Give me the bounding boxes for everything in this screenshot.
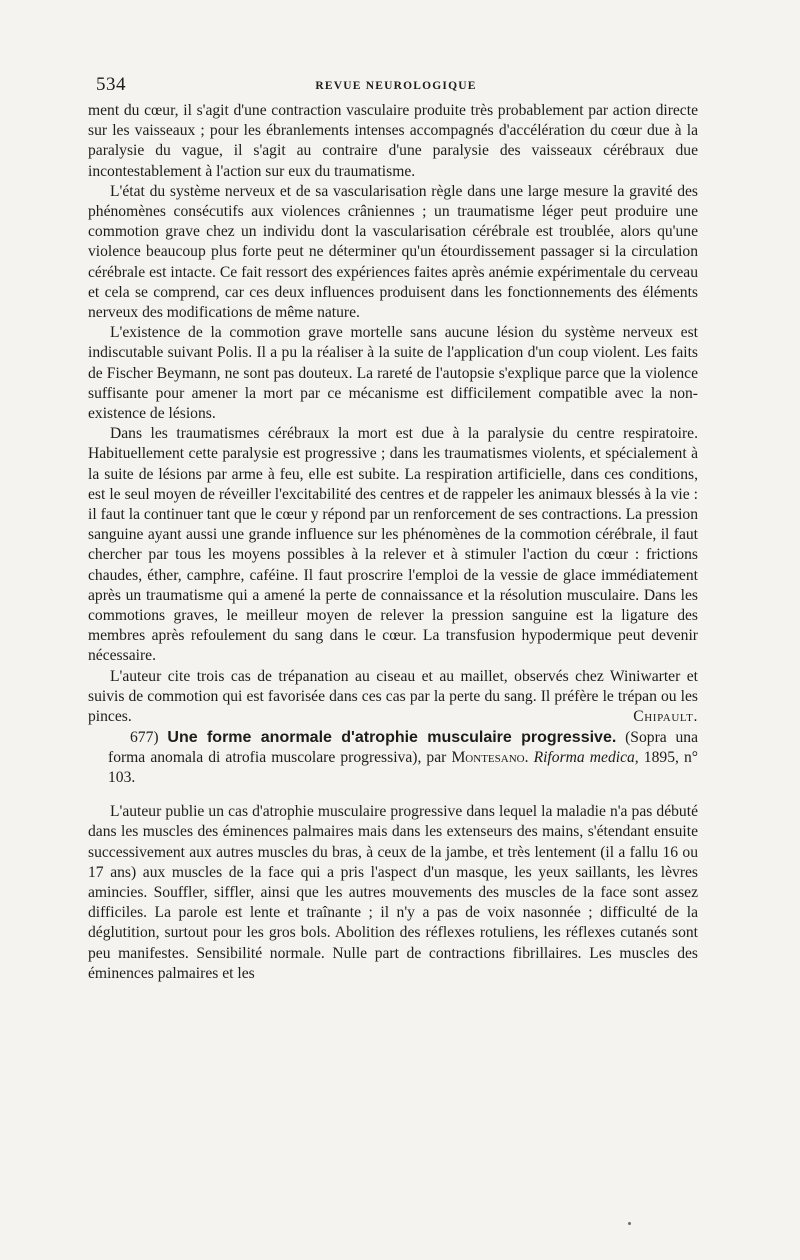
entry-translation: (Sopra una forma anomala di atrofia muscolare progressiva), par	[108, 728, 698, 766]
body-paragraph: L'état du système nerveux et de sa vascularisation règle dans une large mesure la gravité des phénomènes consécutifs aux violences crâniennes ; un traumatisme léger peut produire une commotion grave chez un individu dont la vascularisation cérébrale est troublée, alors qu'une violence beaucoup plus forte peut ne déterminer qu'un étourdissement passager si la circulation cérébrale est intacte. Ce fait ressort des expériences faites après anémie expérimentale du cerveau et cela se comprend, car ces deux influences produisent dans les fonctionnements des éléments nerveux des modifications de même nature.	[88, 182, 698, 322]
author-signature: Chipault.	[633, 708, 698, 726]
body-paragraph: ment du cœur, il s'agit d'une contraction vasculaire produite très probablement par action directe sur les vaisseaux ; pour les ébranlements intenses accompagnés d'accélération du cœur due à la paralysie du vague, il s'agit au contraire d'une paralysie des vaisseaux cérébraux due incontestablement à l'action sur eux du traumatisme.	[88, 102, 698, 180]
paper-speck	[628, 1222, 631, 1225]
entry-details: 1895, n° 103.	[108, 748, 698, 786]
entry-author: Montesano.	[451, 748, 529, 766]
bibliographic-entry	[88, 728, 698, 789]
body-paragraph: L'auteur cite trois cas de trépanation au ciseau et au maillet, observés chez Winiwarter et suivis de commotion qui est favorisée dans ces cas par la perte du sang. Il préfère le trépan ou les pinces.	[88, 667, 698, 726]
entry-number: 677)	[130, 728, 159, 746]
page-body	[88, 101, 698, 984]
body-paragraph: L'existence de la commotion grave mortelle sans aucune lésion du système nerveux est indiscutable suivant Polis. Il a pu la réaliser à la suite de l'application d'un coup violent. Les faits de Fischer Beymann, ne sont pas douteux. La rareté de l'autopsie s'explique parce que la violence suffisante pour amener la mort par ce mécanisme est difficilement compatible avec la non-existence de lésions.	[88, 324, 698, 423]
entry-journal: Riforma medica,	[533, 748, 639, 766]
entry-title: Une forme anormale d'atrophie musculaire progressive.	[167, 728, 617, 746]
entry-body-paragraph: L'auteur publie un cas d'atrophie musculaire progressive dans lequel la maladie n'a pas débuté dans les muscles des éminences palmaires mais dans les extenseurs des mains, s'étendant ensuite successivement aux autres muscles du bras, à ceux de la jambe, et très lentement (il a fallu 16 ou 17 ans) aux muscles de la face qui a pris l'aspect d'un masque, les yeux saillants, les lèvres amincies. Souffler, siffler, ainsi que les autres mouvements des muscles de la face sont assez difficiles. La parole est lente et traînante ; il n'y a pas de voix nasonnée ; difficulté de la déglutition, surtout pour les gros bols. Abolition des réflexes rotuliens, les réflexes cutanés sont peu manifestes. Sensibilité normale. Nulle part de contractions fibrillaires. Les muscles des éminences palmaires et les	[88, 803, 698, 982]
page-header	[96, 74, 696, 100]
body-paragraph: Dans les traumatismes cérébraux la mort est due à la paralysie du centre respiratoire. Habituellement cette paralysie est progressive ; dans les traumatismes violents, et spécialement à la suite de lésions par arme à feu, elle est subite. La respiration artificielle, dans ces conditions, est le seul moyen de réveiller l'excitabilité des centres et de rappeler les animaux blessés à la vie : il faut la continuer tant que le cœur y répond par un renforcement de ses contractions. La pression sanguine ayant aussi une grande influence sur les phénomènes de la commotion cérébrale, il faut chercher par tous les moyens possibles à la relever et à stimuler l'action du cœur : frictions chaudes, éther, camphre, caféine. Il faut proscrire l'emploi de la vessie de glace immédiatement après un traumatisme qui a amené la perte de connaissance et la résolution musculaire. Dans les commotions graves, le meilleur moyen de relever la pression sanguine est la ligature des membres après refoulement du sang dans le cœur. La transfusion hypodermique peut devenir nécessaire.	[88, 425, 698, 665]
page-number: 534	[96, 74, 126, 95]
running-title: REVUE NEUROLOGIQUE	[315, 80, 477, 92]
